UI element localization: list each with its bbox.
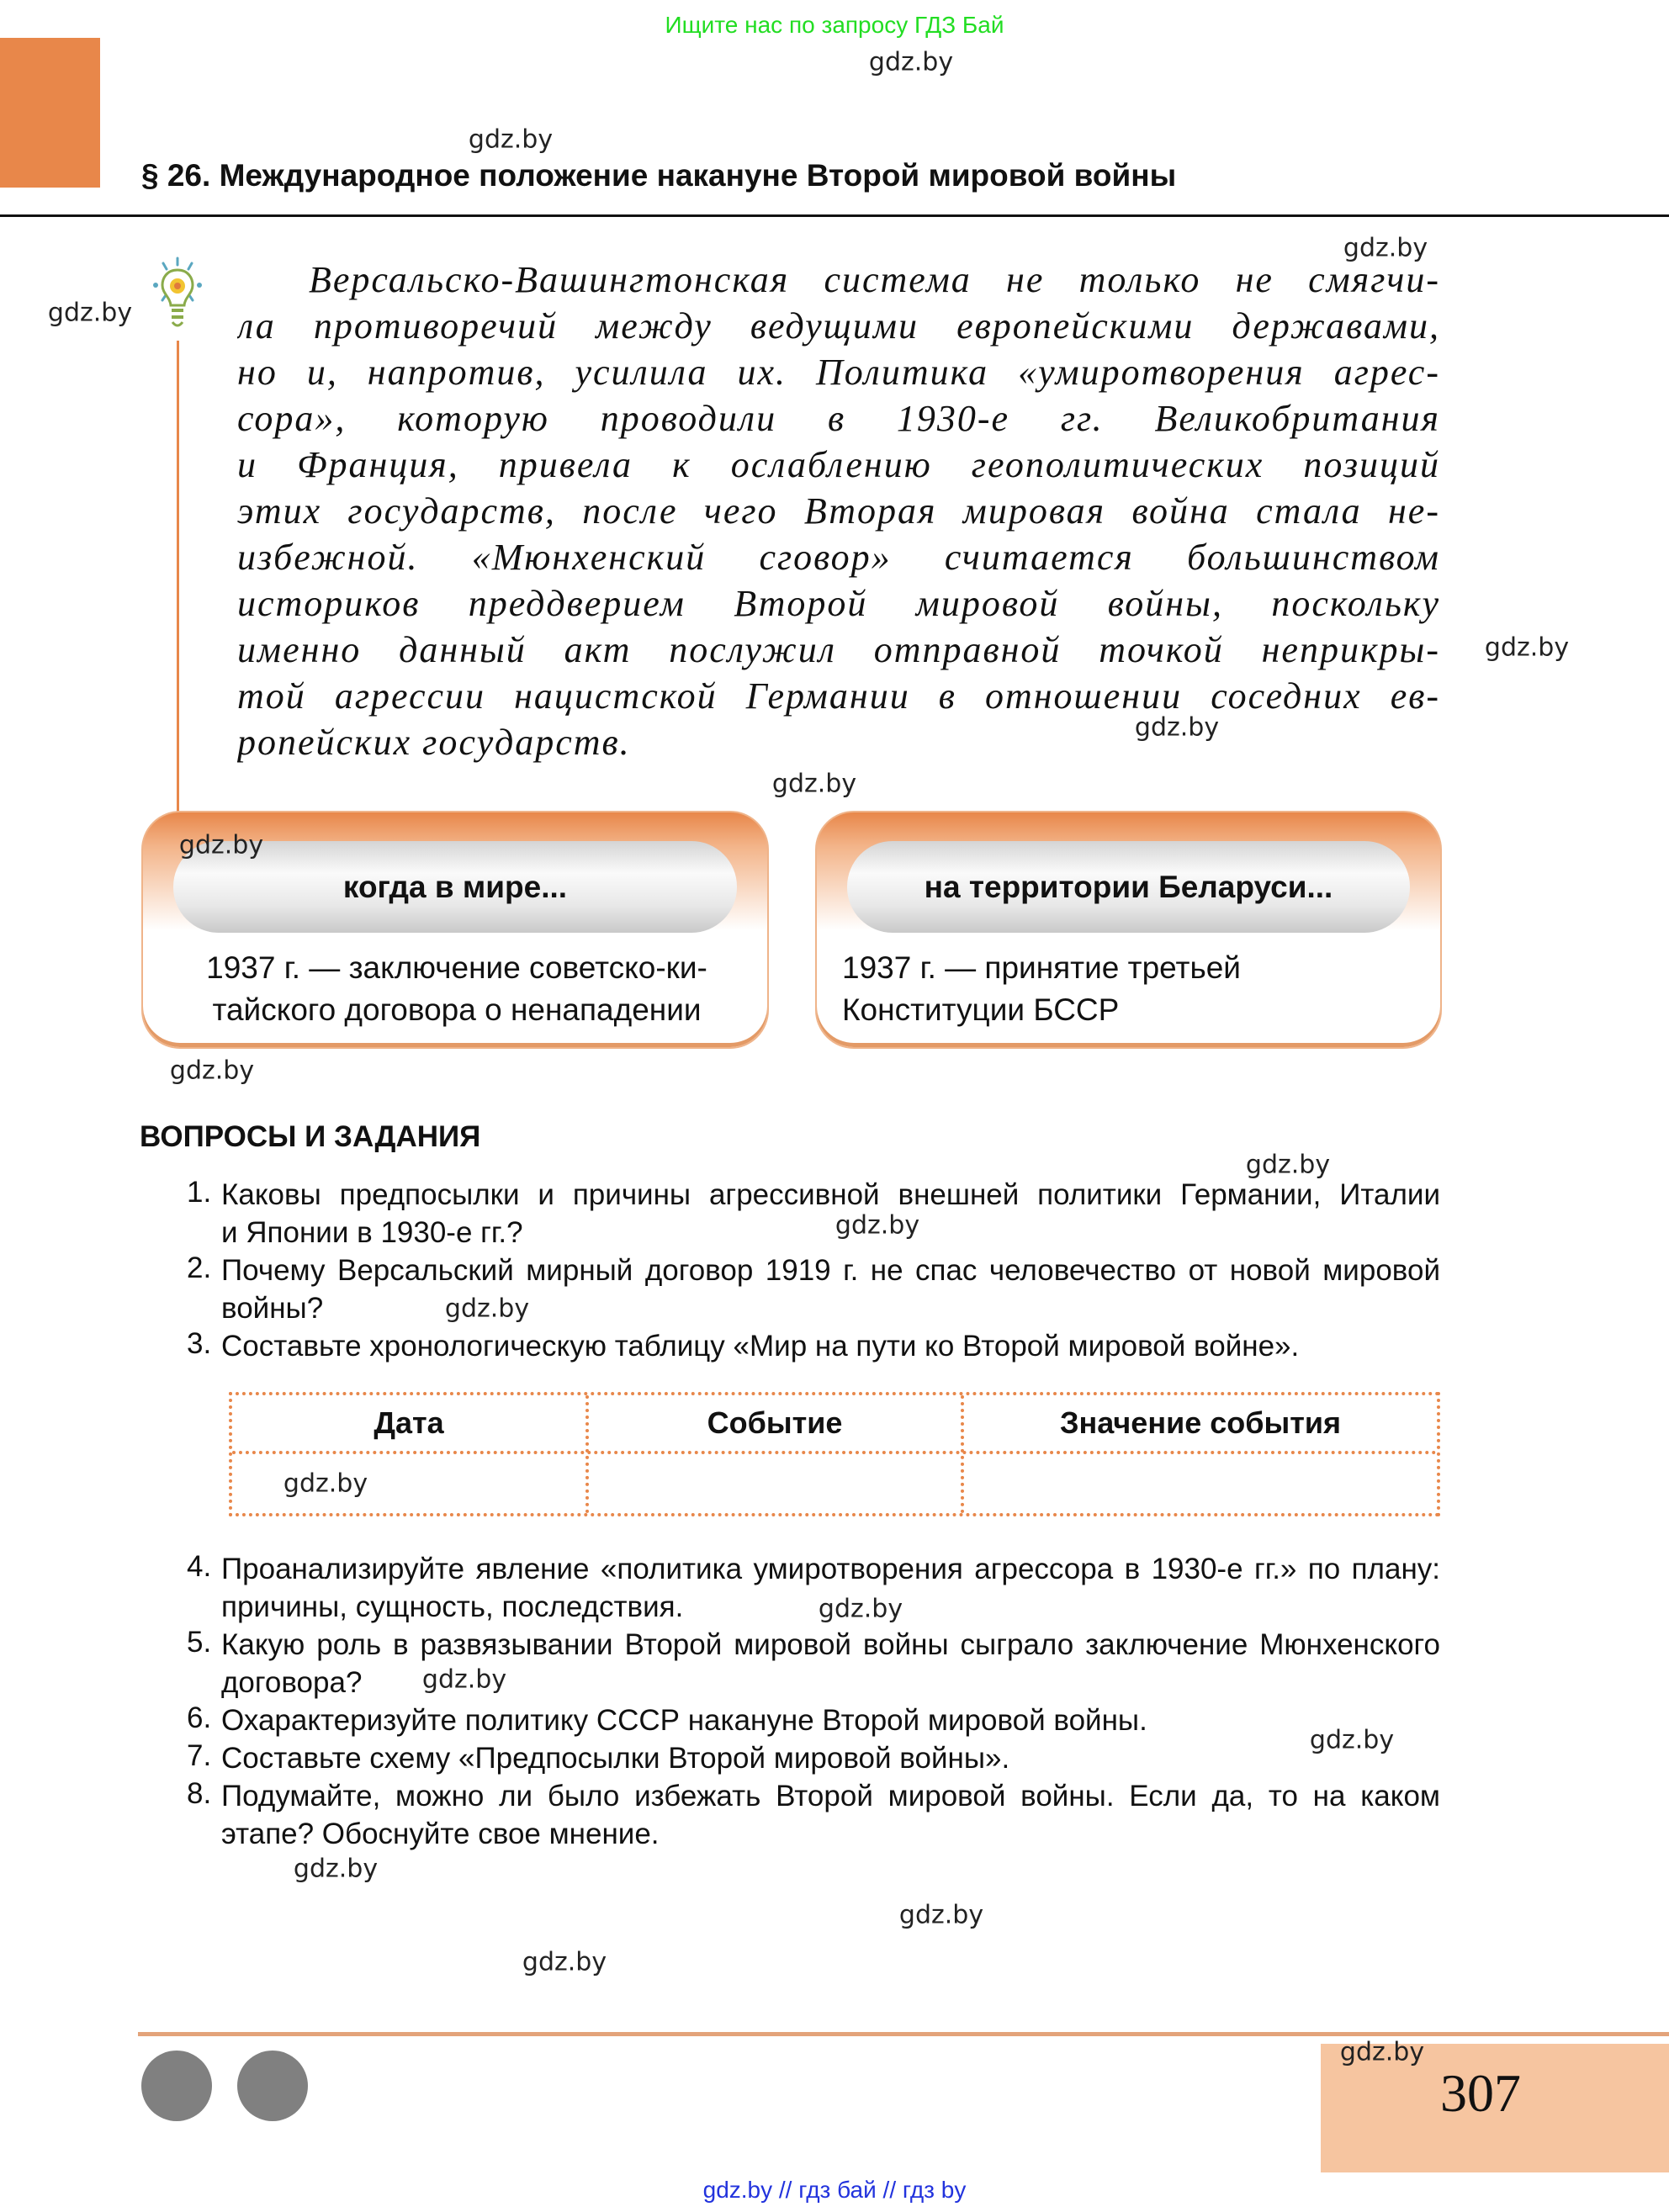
watermark: gdz.by bbox=[1134, 712, 1220, 743]
watermark: gdz.by bbox=[818, 1594, 903, 1624]
question-text: Каковы предпосылки и причины агрессивной внешней политики Германии, Италии bbox=[221, 1178, 1440, 1211]
intro-line: той агрессии нацистской Германии в отношении соседних ев- bbox=[237, 675, 1440, 717]
question-number: 1. bbox=[187, 1176, 212, 1209]
question-number: 4. bbox=[187, 1550, 212, 1583]
world-event-line: 1937 г. — заключение советско-ки- bbox=[206, 950, 707, 985]
watermark: gdz.by bbox=[1343, 233, 1428, 263]
question-text: Какую роль в развязывании Второй мировой войны сыграло заключение Мюнхенского bbox=[221, 1628, 1440, 1661]
question-text: Подумайте, можно ли было избежать Второй мировой войны. Если да, то на каком bbox=[221, 1780, 1440, 1812]
decorative-circle bbox=[141, 2051, 212, 2121]
search-hint: Ищите нас по запросу ГДЗ Бай bbox=[665, 12, 1004, 38]
watermark: gdz.by bbox=[522, 1947, 607, 1977]
watermark: gdz.by bbox=[169, 1056, 255, 1086]
intro-line: но и, напротив, усилила их. Политика «умиротворения агрес- bbox=[237, 352, 1440, 393]
question-number: 5. bbox=[187, 1626, 212, 1659]
watermark: gdz.by bbox=[898, 1900, 984, 1930]
watermark: gdz.by bbox=[1309, 1725, 1395, 1755]
intro-line: Версальско-Вашингтонская система не только не смягчи- bbox=[309, 259, 1440, 300]
decorative-circle bbox=[237, 2051, 308, 2121]
question-text: этапе? Обоснуйте свое мнение. bbox=[221, 1818, 660, 1850]
questions-list-continued bbox=[187, 1550, 1440, 1853]
world-events-header: когда в мире... bbox=[173, 841, 737, 933]
question-item bbox=[187, 1176, 1440, 1252]
intro-line: и Франция, привела к ослаблению геополитических позиций bbox=[237, 444, 1440, 485]
column-header-significance: Значение события bbox=[1059, 1405, 1341, 1440]
page-number: 307 bbox=[1440, 2063, 1521, 2123]
watermark: gdz.by bbox=[1245, 1150, 1331, 1180]
question-text: Проанализируйте явление «политика умиротворения агрессора в 1930-е гг.» по плану: bbox=[221, 1553, 1440, 1585]
intro-line: ропейских государств. bbox=[237, 722, 631, 763]
watermark: gdz.by bbox=[1484, 632, 1570, 663]
belarus-events-box bbox=[815, 811, 1442, 1049]
intro-line: сора», которую проводили в 1930-е гг. Великобритания bbox=[237, 398, 1440, 439]
column-header-date: Дата bbox=[374, 1405, 444, 1440]
question-number: 6. bbox=[187, 1701, 212, 1734]
question-text: договора? bbox=[221, 1666, 363, 1699]
watermark: gdz.by bbox=[1339, 2037, 1425, 2067]
question-item bbox=[187, 1701, 1440, 1739]
intro-accent-line bbox=[177, 341, 179, 817]
question-item bbox=[187, 1777, 1440, 1853]
question-number: 7. bbox=[187, 1739, 212, 1772]
lightbulb-icon bbox=[151, 257, 204, 341]
watermark: gdz.by bbox=[47, 298, 133, 328]
question-item bbox=[187, 1626, 1440, 1701]
header-divider bbox=[0, 214, 1669, 217]
page-title: § 26. Международное положение накануне Второй мировой войны bbox=[141, 158, 1177, 193]
question-item bbox=[187, 1739, 1440, 1777]
chronology-table bbox=[229, 1392, 1440, 1516]
watermark: gdz.by bbox=[771, 769, 857, 799]
question-number: 2. bbox=[187, 1252, 212, 1284]
question-text: Охарактеризуйте политику СССР накануне Второй мировой войны. bbox=[221, 1704, 1147, 1737]
column-header-event: Событие bbox=[707, 1405, 843, 1440]
watermark: gdz.by bbox=[834, 1210, 920, 1241]
question-text: и Японии в 1930-е гг.? bbox=[221, 1216, 523, 1249]
question-item bbox=[187, 1252, 1440, 1327]
watermark: gdz.by bbox=[421, 1664, 507, 1695]
questions-list bbox=[187, 1176, 1440, 1365]
watermark: gdz.by bbox=[178, 830, 264, 860]
footer-links[interactable]: gdz.by // гдз бай // гдз by bbox=[702, 2177, 967, 2203]
belarus-events-header: на территории Беларуси... bbox=[847, 841, 1410, 933]
intro-paragraph bbox=[237, 257, 1440, 765]
watermark: gdz.by bbox=[293, 1854, 379, 1884]
belarus-event-line: 1937 г. — принятие третьей bbox=[842, 950, 1241, 985]
watermark: gdz.by bbox=[868, 47, 954, 77]
belarus-event-line: Конституции БССР bbox=[842, 992, 1120, 1027]
questions-heading: ВОПРОСЫ И ЗАДАНИЯ bbox=[140, 1120, 481, 1153]
footer-divider bbox=[138, 2032, 1669, 2036]
question-text: Составьте схему «Предпосылки Второй мировой войны». bbox=[221, 1742, 1010, 1775]
intro-line: именно данный акт послужил отправной точкой неприкры- bbox=[237, 629, 1440, 670]
question-text: Почему Версальский мирный договор 1919 г. не спас человечество от новой мировой bbox=[221, 1254, 1440, 1287]
intro-line: этих государств, после чего Вторая мировая война стала не- bbox=[237, 490, 1440, 532]
chapter-marker bbox=[0, 38, 100, 188]
question-text: причины, сущность, последствия. bbox=[221, 1590, 684, 1623]
watermark: gdz.by bbox=[444, 1294, 530, 1324]
question-text: Составьте хронологическую таблицу «Мир на пути ко Второй мировой войне». bbox=[221, 1330, 1300, 1363]
question-number: 8. bbox=[187, 1777, 212, 1810]
intro-line: историков преддверием Второй мировой войны, поскольку bbox=[237, 583, 1440, 624]
watermark: gdz.by bbox=[468, 124, 554, 155]
question-text: войны? bbox=[221, 1292, 324, 1325]
question-item bbox=[187, 1327, 1440, 1365]
intro-line: ла противоречий между ведущими европейскими державами, bbox=[237, 305, 1440, 347]
question-item bbox=[187, 1550, 1440, 1626]
question-number: 3. bbox=[187, 1327, 212, 1360]
world-event-line: тайского договора о ненападении bbox=[212, 992, 702, 1027]
intro-line: избежной. «Мюнхенский сговор» считается большинством bbox=[237, 537, 1440, 578]
watermark: gdz.by bbox=[283, 1468, 368, 1499]
